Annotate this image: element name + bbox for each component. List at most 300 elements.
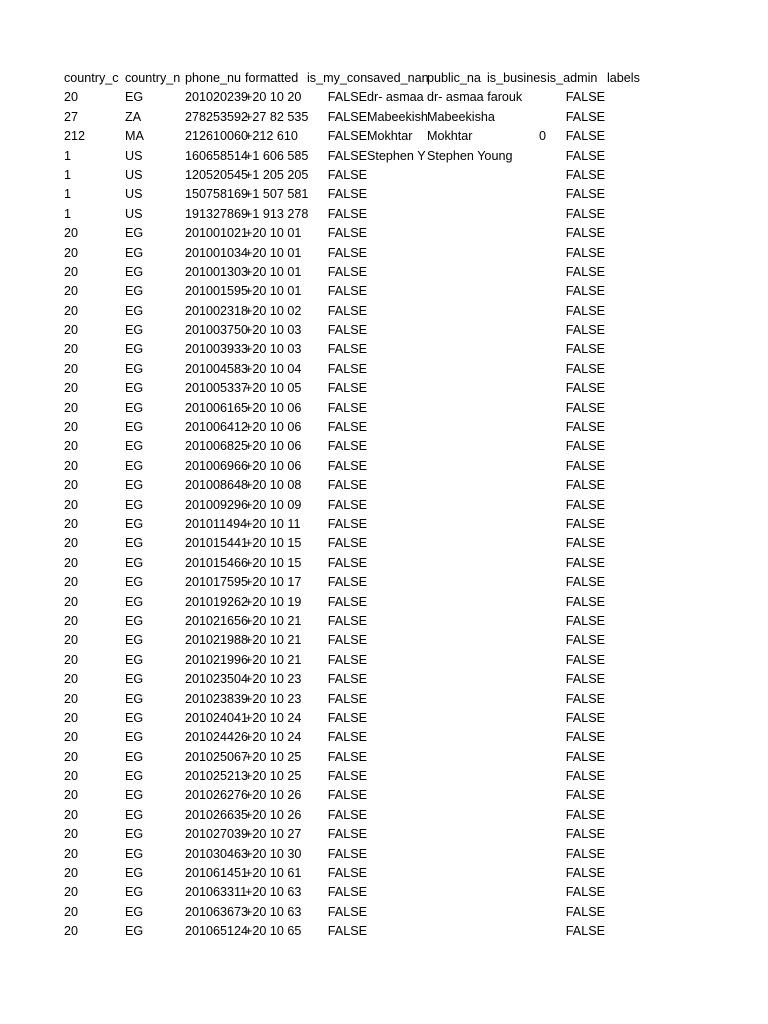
cell-country-code: 20 <box>64 478 79 493</box>
cell-country-name: EG <box>125 788 144 803</box>
cell-country-name: EG <box>125 497 144 512</box>
cell-country-code: 20 <box>64 885 79 900</box>
cell-saved-name <box>367 786 427 805</box>
table-row <box>0 302 768 321</box>
cell-is-business <box>487 340 546 359</box>
cell-saved-name <box>367 728 427 747</box>
cell-is-my-contact: FALSE <box>327 381 367 396</box>
cell-country-code: 20 <box>64 284 79 299</box>
cell-phone-number: 201011494 <box>185 516 248 531</box>
cell-is-my-contact: FALSE <box>327 885 367 900</box>
cell-labels <box>607 88 667 107</box>
table-row <box>0 883 768 902</box>
cell-phone-number: 201061451 <box>185 866 249 881</box>
table-row <box>0 767 768 786</box>
cell-phone-number: 201006412 <box>185 420 249 435</box>
cell-phone-number: 201063311 <box>185 885 248 900</box>
cell-labels <box>607 903 667 922</box>
cell-country-code: 27 <box>64 109 79 124</box>
cell-is-my-contact: FALSE <box>327 652 367 667</box>
cell-is-admin: FALSE <box>565 633 605 648</box>
cell-is-my-contact: FALSE <box>327 109 367 124</box>
cell-labels <box>607 593 667 612</box>
cell-public-name <box>427 321 487 340</box>
cell-is-business <box>487 864 546 883</box>
cell-labels <box>607 573 667 592</box>
cell-public-name <box>427 515 487 534</box>
cell-country-name: EG <box>125 400 144 415</box>
cell-phone-number: 201025213 <box>185 769 249 784</box>
cell-country-name: EG <box>125 264 144 279</box>
cell-labels <box>607 554 667 573</box>
cell-public-name <box>427 244 487 263</box>
cell-is-admin: FALSE <box>565 109 605 124</box>
cell-country-code: 20 <box>64 924 79 939</box>
header-cell-is-business: is_busines <box>487 71 547 85</box>
table-row <box>0 399 768 418</box>
table-row <box>0 418 768 437</box>
cell-country-code: 20 <box>64 439 79 454</box>
cell-is-admin: FALSE <box>565 807 605 822</box>
cell-phone-number: 201003750 <box>185 323 249 338</box>
cell-is-admin: FALSE <box>565 536 605 551</box>
cell-formatted: +20 10 15 <box>245 555 302 570</box>
cell-formatted: +20 10 06 <box>245 439 302 454</box>
cell-formatted: +20 10 06 <box>245 400 302 415</box>
header-cell-country-name: country_n <box>125 71 181 85</box>
table-row <box>0 631 768 650</box>
cell-formatted: +20 10 06 <box>245 420 302 435</box>
cell-is-business <box>487 534 546 553</box>
cell-formatted: +20 10 65 <box>245 924 302 939</box>
cell-is-my-contact: FALSE <box>327 730 367 745</box>
cell-country-name: EG <box>125 458 144 473</box>
cell-phone-number: 201020239 <box>185 90 249 105</box>
cell-is-admin: FALSE <box>565 361 605 376</box>
cell-is-business <box>487 360 546 379</box>
cell-labels <box>607 224 667 243</box>
cell-formatted: +20 10 30 <box>245 846 302 861</box>
cell-is-my-contact: FALSE <box>327 284 367 299</box>
cell-country-code: 20 <box>64 400 79 415</box>
cell-country-code: 20 <box>64 555 79 570</box>
cell-saved-name <box>367 340 427 359</box>
cell-saved-name <box>367 903 427 922</box>
cell-is-admin: FALSE <box>565 594 605 609</box>
cell-is-my-contact: FALSE <box>327 672 367 687</box>
cell-is-my-contact: FALSE <box>327 303 367 318</box>
cell-labels <box>607 340 667 359</box>
cell-formatted: +20 10 25 <box>245 749 302 764</box>
cell-labels <box>607 883 667 902</box>
cell-saved-name <box>367 244 427 263</box>
cell-public-name <box>427 786 487 805</box>
cell-is-business <box>487 651 546 670</box>
cell-is-admin: FALSE <box>565 129 605 144</box>
table-row <box>0 534 768 553</box>
cell-saved-name <box>367 922 427 941</box>
cell-formatted: +20 10 26 <box>245 807 302 822</box>
cell-country-code: 20 <box>64 342 79 357</box>
cell-formatted: +20 10 27 <box>245 827 302 842</box>
cell-country-code: 20 <box>64 575 79 590</box>
cell-is-my-contact: FALSE <box>327 594 367 609</box>
cell-public-name <box>427 845 487 864</box>
cell-country-name: EG <box>125 381 144 396</box>
table-row <box>0 573 768 592</box>
cell-is-admin: FALSE <box>565 866 605 881</box>
cell-formatted: +20 10 03 <box>245 342 302 357</box>
cell-phone-number: 201026276 <box>185 788 249 803</box>
cell-saved-name <box>367 302 427 321</box>
cell-saved-name <box>367 806 427 825</box>
cell-country-code: 20 <box>64 226 79 241</box>
cell-country-name: EG <box>125 827 144 842</box>
cell-is-my-contact: FALSE <box>327 536 367 551</box>
table-row <box>0 457 768 476</box>
cell-is-admin: FALSE <box>565 420 605 435</box>
cell-labels <box>607 147 667 166</box>
table-row <box>0 108 768 127</box>
cell-is-my-contact: FALSE <box>327 749 367 764</box>
header-cell-saved-name: saved_nan <box>367 71 429 85</box>
cell-is-my-contact: FALSE <box>327 807 367 822</box>
cell-is-admin: FALSE <box>565 245 605 260</box>
cell-public-name <box>427 728 487 747</box>
table-body <box>0 88 768 941</box>
table-row <box>0 360 768 379</box>
cell-saved-name <box>367 554 427 573</box>
cell-country-code: 20 <box>64 788 79 803</box>
cell-phone-number: 201003933 <box>185 342 249 357</box>
cell-formatted: +20 10 21 <box>245 633 302 648</box>
cell-is-business <box>487 806 546 825</box>
cell-public-name <box>427 476 487 495</box>
table-row <box>0 903 768 922</box>
cell-country-name: ZA <box>125 109 142 124</box>
cell-country-code: 20 <box>64 516 79 531</box>
cell-country-code: 20 <box>64 866 79 881</box>
cell-labels <box>607 806 667 825</box>
cell-labels <box>607 825 667 844</box>
cell-labels <box>607 864 667 883</box>
cell-formatted: +212 610 <box>245 129 298 144</box>
cell-phone-number: 201001303 <box>185 264 249 279</box>
cell-public-name <box>427 418 487 437</box>
cell-saved-name <box>367 224 427 243</box>
cell-country-code: 20 <box>64 633 79 648</box>
cell-phone-number: 201006825 <box>185 439 249 454</box>
cell-country-name: EG <box>125 361 144 376</box>
table-row <box>0 88 768 107</box>
cell-saved-name <box>367 612 427 631</box>
cell-country-code: 20 <box>64 90 79 105</box>
cell-formatted: +1 913 278 <box>245 206 309 221</box>
cell-labels <box>607 437 667 456</box>
cell-formatted: +27 82 535 <box>245 109 309 124</box>
cell-is-business: 0 <box>538 129 546 144</box>
cell-saved-name <box>367 185 427 204</box>
cell-public-name <box>427 166 487 185</box>
cell-is-admin: FALSE <box>565 575 605 590</box>
cell-is-my-contact: FALSE <box>327 710 367 725</box>
cell-is-admin: FALSE <box>565 924 605 939</box>
table-row <box>0 340 768 359</box>
cell-country-name: US <box>125 206 143 221</box>
cell-phone-number: 201021996 <box>185 652 249 667</box>
cell-is-business <box>487 554 546 573</box>
cell-is-my-contact: FALSE <box>327 613 367 628</box>
table-row <box>0 515 768 534</box>
table-row <box>0 922 768 941</box>
cell-labels <box>607 631 667 650</box>
cell-labels <box>607 728 667 747</box>
cell-formatted: +1 205 205 <box>245 167 309 182</box>
cell-phone-number: 201024426 <box>185 730 249 745</box>
cell-labels <box>607 612 667 631</box>
cell-is-admin: FALSE <box>565 691 605 706</box>
cell-formatted: +20 10 19 <box>245 594 302 609</box>
cell-is-admin: FALSE <box>565 478 605 493</box>
cell-labels <box>607 767 667 786</box>
cell-is-admin: FALSE <box>565 226 605 241</box>
cell-country-name: EG <box>125 420 144 435</box>
cell-saved-name <box>367 593 427 612</box>
table-row <box>0 593 768 612</box>
cell-is-admin: FALSE <box>565 323 605 338</box>
header-cell-is-admin: is_admin <box>547 71 598 85</box>
cell-country-name: EG <box>125 807 144 822</box>
cell-formatted: +1 606 585 <box>245 148 309 163</box>
cell-is-business <box>487 728 546 747</box>
cell-saved-name <box>367 399 427 418</box>
cell-phone-number: 201006966 <box>185 458 249 473</box>
header-cell-labels: labels <box>607 71 640 85</box>
cell-formatted: +20 10 06 <box>245 458 302 473</box>
cell-country-name: EG <box>125 730 144 745</box>
cell-phone-number: 212610060 <box>185 129 249 144</box>
cell-labels <box>607 108 667 127</box>
cell-formatted: +20 10 63 <box>245 885 302 900</box>
cell-is-business <box>487 845 546 864</box>
cell-phone-number: 201063673 <box>185 904 249 919</box>
cell-country-name: EG <box>125 769 144 784</box>
cell-is-admin: FALSE <box>565 516 605 531</box>
cell-saved-name <box>367 437 427 456</box>
table-row <box>0 244 768 263</box>
cell-formatted: +20 10 21 <box>245 652 302 667</box>
cell-is-admin: FALSE <box>565 148 605 163</box>
cell-public-name <box>427 282 487 301</box>
cell-labels <box>607 127 667 146</box>
cell-public-name <box>427 554 487 573</box>
cell-country-code: 20 <box>64 381 79 396</box>
cell-is-my-contact: FALSE <box>327 458 367 473</box>
cell-country-code: 20 <box>64 827 79 842</box>
table-row <box>0 282 768 301</box>
cell-public-name <box>427 651 487 670</box>
cell-is-business <box>487 224 546 243</box>
cell-country-name: EG <box>125 478 144 493</box>
cell-public-name: Stephen Young <box>427 148 513 163</box>
cell-public-name <box>427 534 487 553</box>
cell-phone-number: 201026635 <box>185 807 249 822</box>
cell-is-business <box>487 399 546 418</box>
cell-country-name: EG <box>125 594 144 609</box>
cell-labels <box>607 185 667 204</box>
cell-public-name <box>427 806 487 825</box>
header-cell-formatted: formatted <box>245 71 299 85</box>
cell-country-code: 212 <box>64 129 86 144</box>
cell-is-business <box>487 302 546 321</box>
cell-public-name <box>427 767 487 786</box>
cell-country-name: EG <box>125 226 144 241</box>
cell-public-name <box>427 340 487 359</box>
cell-saved-name <box>367 379 427 398</box>
cell-formatted: +20 10 05 <box>245 381 302 396</box>
table-row <box>0 690 768 709</box>
cell-saved-name <box>367 515 427 534</box>
cell-saved-name: Stephen Y <box>367 148 426 163</box>
table-row <box>0 786 768 805</box>
cell-public-name <box>427 631 487 650</box>
cell-phone-number: 201021988 <box>185 633 249 648</box>
cell-saved-name <box>367 457 427 476</box>
cell-is-business <box>487 709 546 728</box>
cell-is-business <box>487 88 546 107</box>
cell-country-code: 20 <box>64 749 79 764</box>
cell-is-admin: FALSE <box>565 672 605 687</box>
cell-formatted: +20 10 63 <box>245 904 302 919</box>
table-row <box>0 496 768 515</box>
cell-public-name <box>427 922 487 941</box>
cell-saved-name <box>367 748 427 767</box>
cell-country-name: EG <box>125 710 144 725</box>
cell-labels <box>607 244 667 263</box>
table-row <box>0 651 768 670</box>
cell-formatted: +20 10 23 <box>245 672 302 687</box>
cell-labels <box>607 302 667 321</box>
cell-saved-name: Mabeekish <box>367 109 428 124</box>
cell-public-name <box>427 573 487 592</box>
cell-country-code: 20 <box>64 245 79 260</box>
cell-is-my-contact: FALSE <box>327 866 367 881</box>
table-row <box>0 670 768 689</box>
cell-phone-number: 201005337 <box>185 381 249 396</box>
cell-is-business <box>487 515 546 534</box>
cell-saved-name <box>367 767 427 786</box>
cell-public-name <box>427 670 487 689</box>
cell-country-code: 20 <box>64 846 79 861</box>
cell-labels <box>607 360 667 379</box>
cell-public-name <box>427 360 487 379</box>
cell-public-name <box>427 864 487 883</box>
cell-labels <box>607 399 667 418</box>
cell-is-my-contact: FALSE <box>327 342 367 357</box>
cell-is-admin: FALSE <box>565 206 605 221</box>
cell-is-admin: FALSE <box>565 90 605 105</box>
table-row <box>0 379 768 398</box>
cell-formatted: +20 10 03 <box>245 323 302 338</box>
cell-is-business <box>487 690 546 709</box>
cell-country-name: EG <box>125 691 144 706</box>
table-row <box>0 166 768 185</box>
table-row <box>0 554 768 573</box>
cell-formatted: +20 10 01 <box>245 245 302 260</box>
cell-phone-number: 201023504 <box>185 672 249 687</box>
cell-formatted: +1 507 581 <box>245 187 309 202</box>
cell-country-name: EG <box>125 866 144 881</box>
cell-saved-name <box>367 476 427 495</box>
cell-is-business <box>487 748 546 767</box>
cell-is-business <box>487 457 546 476</box>
cell-formatted: +20 10 09 <box>245 497 302 512</box>
header-cell-public-name: public_na <box>427 71 481 85</box>
cell-public-name <box>427 825 487 844</box>
table-row <box>0 825 768 844</box>
cell-is-business <box>487 573 546 592</box>
header-cell-is-my-contact: is_my_con <box>307 71 368 85</box>
cell-public-name <box>427 496 487 515</box>
cell-is-business <box>487 903 546 922</box>
cell-phone-number: 201024041 <box>185 710 249 725</box>
cell-country-name: EG <box>125 846 144 861</box>
cell-formatted: +20 10 26 <box>245 788 302 803</box>
cell-saved-name <box>367 166 427 185</box>
cell-is-admin: FALSE <box>565 769 605 784</box>
cell-labels <box>607 457 667 476</box>
cell-country-name: US <box>125 167 143 182</box>
cell-labels <box>607 748 667 767</box>
cell-is-business <box>487 282 546 301</box>
cell-country-name: EG <box>125 245 144 260</box>
cell-labels <box>607 515 667 534</box>
cell-is-business <box>487 166 546 185</box>
cell-country-code: 20 <box>64 420 79 435</box>
cell-country-name: EG <box>125 633 144 648</box>
cell-country-name: EG <box>125 885 144 900</box>
cell-is-my-contact: FALSE <box>327 264 367 279</box>
cell-formatted: +20 10 01 <box>245 226 302 241</box>
table-row <box>0 185 768 204</box>
cell-formatted: +20 10 25 <box>245 769 302 784</box>
cell-is-my-contact: FALSE <box>327 90 367 105</box>
cell-labels <box>607 922 667 941</box>
cell-saved-name <box>367 360 427 379</box>
cell-is-my-contact: FALSE <box>327 478 367 493</box>
cell-country-code: 20 <box>64 361 79 376</box>
table-row <box>0 845 768 864</box>
cell-formatted: +20 10 01 <box>245 284 302 299</box>
cell-country-name: EG <box>125 439 144 454</box>
cell-is-business <box>487 612 546 631</box>
cell-saved-name <box>367 631 427 650</box>
cell-is-my-contact: FALSE <box>327 691 367 706</box>
header-cell-phone-number: phone_nu <box>185 71 242 85</box>
cell-public-name <box>427 883 487 902</box>
table-row <box>0 864 768 883</box>
cell-is-admin: FALSE <box>565 303 605 318</box>
cell-is-admin: FALSE <box>565 381 605 396</box>
cell-labels <box>607 496 667 515</box>
cell-country-code: 20 <box>64 458 79 473</box>
cell-country-code: 20 <box>64 652 79 667</box>
cell-country-name: EG <box>125 342 144 357</box>
cell-is-business <box>487 593 546 612</box>
cell-country-name: EG <box>125 749 144 764</box>
cell-formatted: +20 10 08 <box>245 478 302 493</box>
cell-is-business <box>487 437 546 456</box>
